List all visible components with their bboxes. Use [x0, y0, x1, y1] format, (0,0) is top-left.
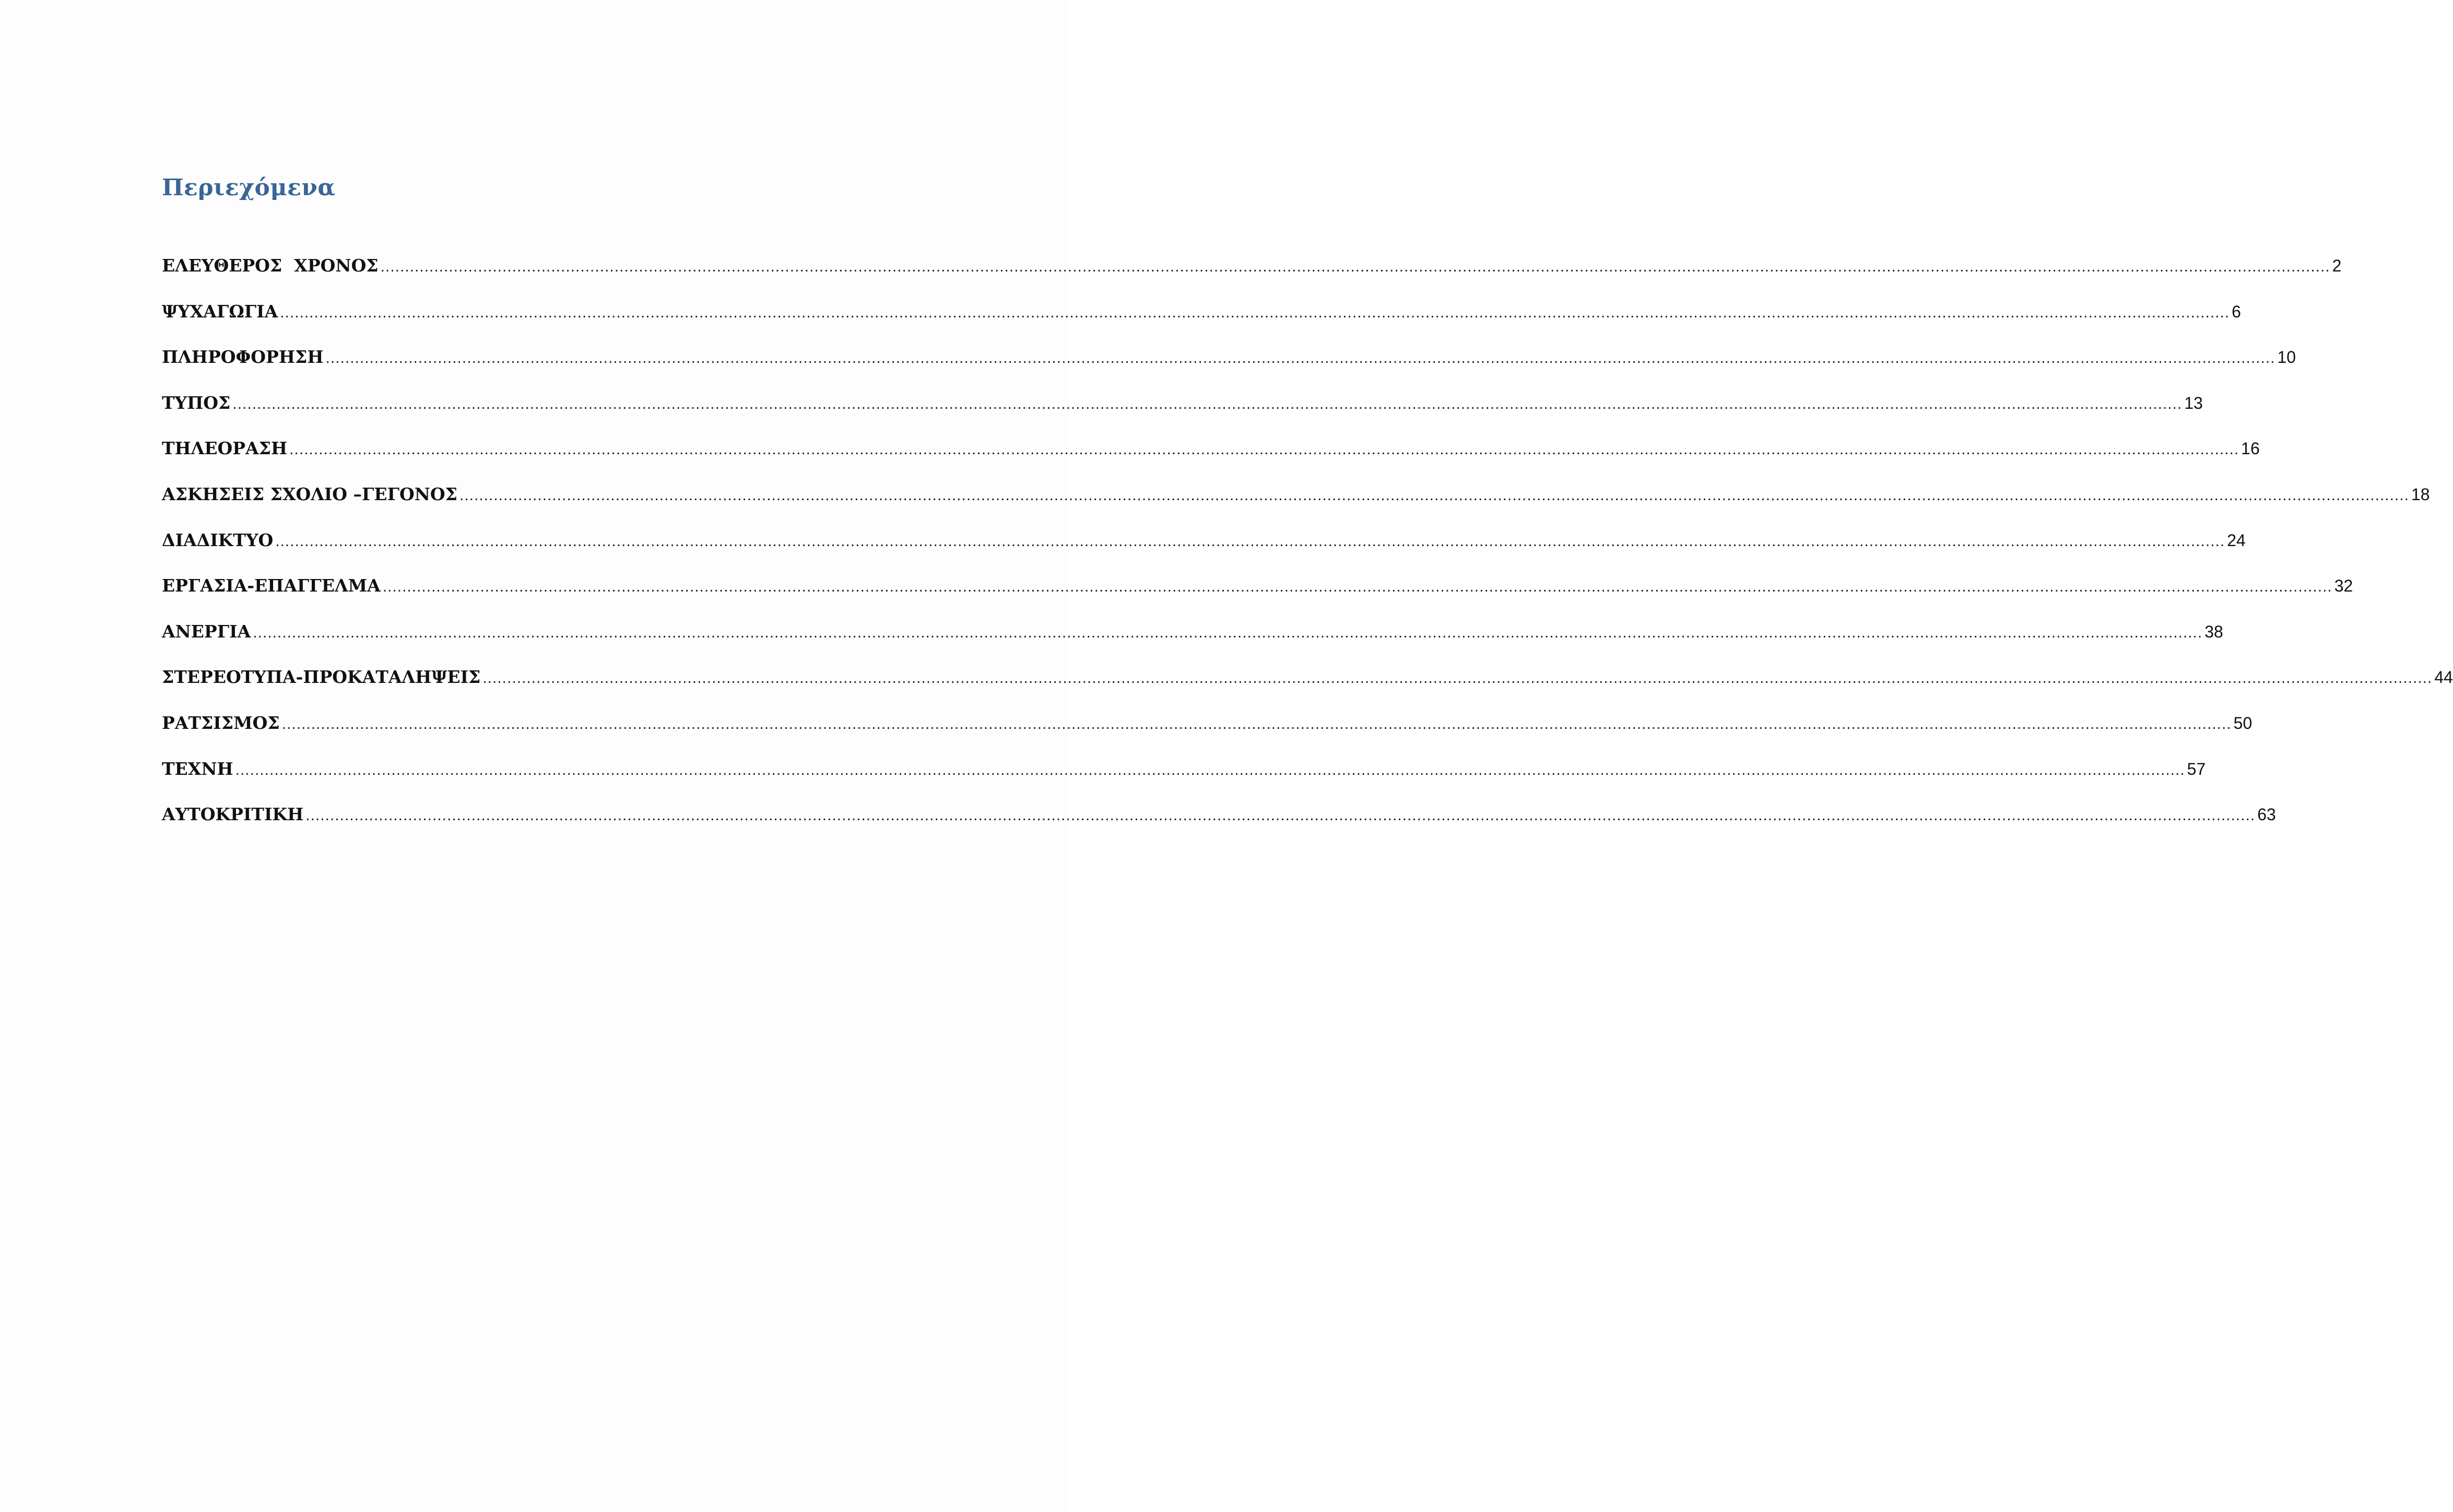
- toc-dot-leader: ................................................................................................................................................................................................................................................................................................................................................................................................................: [459, 486, 2409, 504]
- table-of-contents: [162, 167, 2453, 837]
- toc-page-number: 2: [2332, 256, 2342, 275]
- toc-entry[interactable]: [162, 654, 2453, 700]
- toc-page-number: 24: [2227, 530, 2246, 550]
- toc-entry-label: ΑΣΚΗΣΕΙΣ ΣΧΟΛΙΟ –ΓΕΓΟΝΟΣ: [162, 483, 457, 504]
- toc-entry-label: ΑΝΕΡΓΙΑ: [162, 621, 251, 642]
- toc-entry[interactable]: [162, 609, 2223, 655]
- toc-dot-leader: ................................................................................................................................................................................................................................................................................................................................................................................................................: [482, 669, 2433, 687]
- toc-entry-label: ΤΕΧΝΗ: [162, 758, 233, 779]
- toc-entry[interactable]: [162, 746, 2206, 792]
- toc-dot-leader: ................................................................................................................................................................................................................................................................................................................................................................................................................: [382, 578, 2332, 596]
- toc-dot-leader: ................................................................................................................................................................................................................................................................................................................................................................................................................: [232, 395, 2183, 412]
- toc-entry[interactable]: [162, 792, 2276, 837]
- toc-entry-label: ΑΥΤΟΚΡΙΤΙΚΗ: [162, 804, 304, 825]
- toc-entry-label: ΤΥΠΟΣ: [162, 392, 231, 413]
- toc-page-number: 50: [2233, 713, 2252, 733]
- toc-page-number: 13: [2184, 393, 2203, 412]
- toc-dot-leader: ................................................................................................................................................................................................................................................................................................................................................................................................................: [281, 715, 2232, 733]
- toc-entry[interactable]: [162, 517, 2246, 563]
- toc-dot-leader: ................................................................................................................................................................................................................................................................................................................................................................................................................: [289, 441, 2239, 458]
- toc-page-number: 6: [2232, 302, 2241, 321]
- toc-entry-label: ΔΙΑΔΙΚΤΥΟ: [162, 529, 274, 550]
- toc-dot-leader: ................................................................................................................................................................................................................................................................................................................................................................................................................: [325, 349, 2275, 367]
- toc-page-number: 10: [2277, 348, 2296, 367]
- toc-entry[interactable]: [162, 563, 2353, 609]
- toc-entry[interactable]: [162, 471, 2430, 517]
- toc-list: [162, 243, 2453, 837]
- toc-dot-leader: ................................................................................................................................................................................................................................................................................................................................................................................................................: [235, 761, 2185, 778]
- toc-dot-leader: ................................................................................................................................................................................................................................................................................................................................................................................................................: [280, 303, 2230, 321]
- toc-entry-label: ΕΛΕΥΘΕΡΟΣ ΧΡΟΝΟΣ: [162, 255, 379, 276]
- toc-page-number: 57: [2187, 759, 2206, 778]
- toc-entry[interactable]: [162, 334, 2296, 380]
- toc-page-number: 18: [2411, 485, 2430, 504]
- toc-dot-leader: ................................................................................................................................................................................................................................................................................................................................................................................................................: [253, 623, 2203, 641]
- toc-dot-leader: ................................................................................................................................................................................................................................................................................................................................................................................................................: [380, 258, 2330, 275]
- toc-entry[interactable]: [162, 380, 2203, 426]
- toc-dot-leader: ................................................................................................................................................................................................................................................................................................................................................................................................................: [275, 532, 2225, 550]
- toc-page-number: 38: [2204, 622, 2223, 641]
- toc-entry-label: ΤΗΛΕΟΡΑΣΗ: [162, 438, 288, 459]
- toc-page-number: 44: [2434, 668, 2453, 687]
- toc-entry[interactable]: [162, 700, 2252, 746]
- toc-entry-label: ΕΡΓΑΣΙΑ-ΕΠΑΓΓΕΛΜΑ: [162, 575, 381, 596]
- toc-entry-label: ΠΛΗΡΟΦΟΡΗΣΗ: [162, 347, 324, 368]
- toc-page-number: 63: [2257, 805, 2276, 824]
- toc-entry-label: ΨΥΧΑΓΩΓΙΑ: [162, 301, 278, 322]
- toc-dot-leader: ................................................................................................................................................................................................................................................................................................................................................................................................................: [305, 807, 2256, 824]
- toc-entry-label: ΣΤΕΡΕΟΤΥΠΑ-ΠΡΟΚΑΤΑΛΗΨΕΙΣ: [162, 667, 481, 688]
- toc-entry[interactable]: [162, 289, 2241, 335]
- toc-page-number: 32: [2334, 576, 2353, 596]
- toc-entry[interactable]: [162, 426, 2260, 471]
- toc-title: Περιεχόμενα: [162, 174, 336, 201]
- toc-entry-label: ΡΑΤΣΙΣΜΟΣ: [162, 712, 280, 733]
- toc-entry[interactable]: [162, 243, 2342, 289]
- toc-page-number: 16: [2241, 439, 2260, 458]
